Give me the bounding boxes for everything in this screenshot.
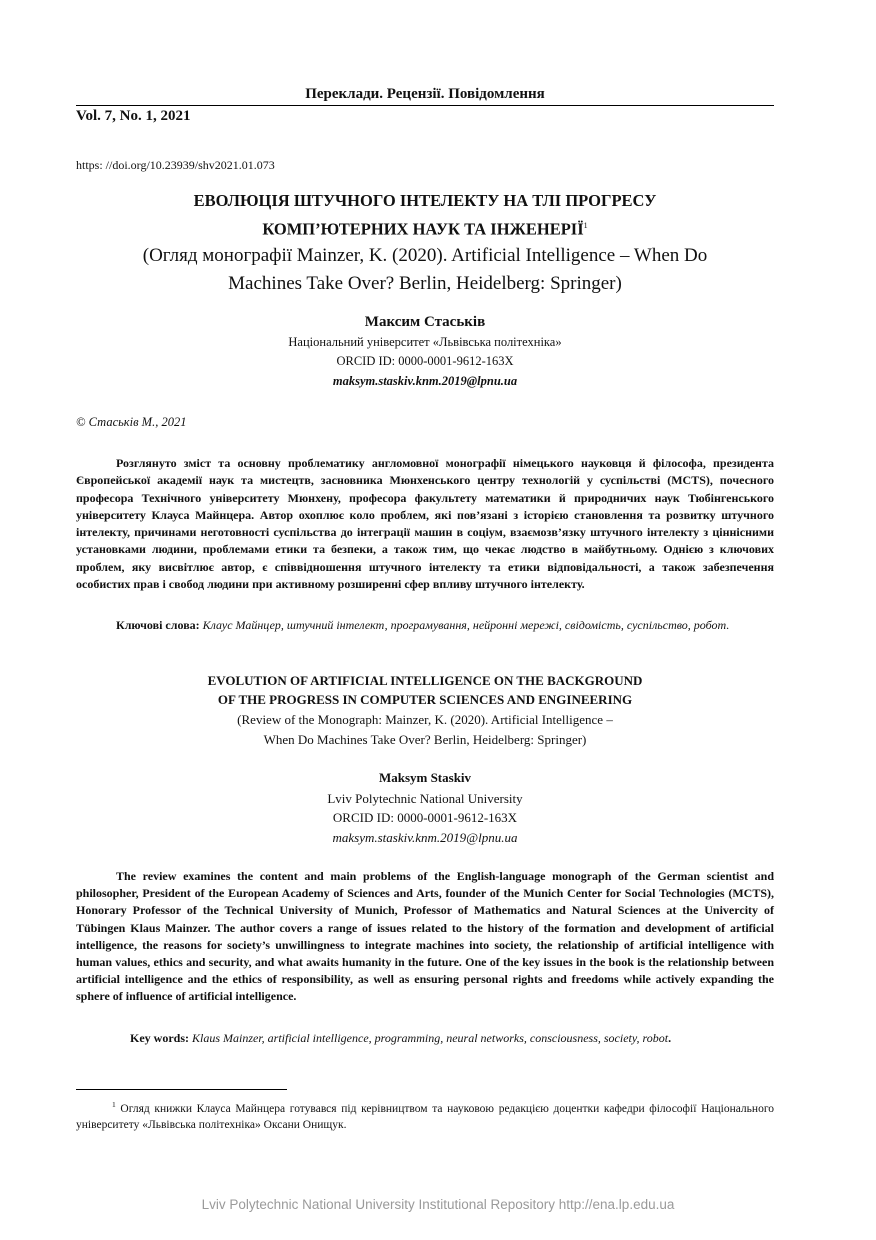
author-name-en: Maksym Staskiv: [378, 770, 472, 785]
footnote: [76, 1097, 774, 1133]
volume-issue: Vol. 7, No. 1, 2021: [76, 108, 191, 124]
footnote-divider: [76, 1089, 287, 1090]
footnote-mark: 1: [112, 1100, 116, 1109]
title-ukrainian: [76, 188, 774, 242]
header-divider: [76, 105, 774, 106]
affiliation-en: Lviv Polytechnic National University: [327, 791, 523, 806]
keywords-english: [76, 1030, 774, 1047]
email-en[interactable]: maksym.staskiv.knm.2019@lpnu.ua: [332, 830, 518, 845]
keywords-ua-text: Клаус Майнцер, штучний інтелект, програмування, нейронні мережі, свідомість, суспільство, робот.: [202, 618, 730, 632]
footnote-reference[interactable]: 1: [583, 221, 588, 230]
subtitle-en-line2: When Do Machines Take Over? Berlin, Heidelberg: Springer): [263, 731, 587, 747]
author-name-ua: Максим Стаськів: [364, 314, 486, 330]
abstract-ua-text: Розглянуто зміст та основну проблематику англомовної монографії німецького науковця й філософа, президента Європейської академії наук та мистецтв, засновника Мюнхенського центру технологій у суспільстві (MCTS), почесного професора Технічного університету Мюнхену, професора факультету математики й природничих наук Тюбінгенського університету Клауса Майнцера. Автор охоплює коло проблем, які пов’язані з історією становлення та розвитку штучного інтелекту, причинами неготовності суспільства до інтеграції машин в соціум, взаємозв’язку штучного інтелекту з ціннісними установками людини, проблемами етики та безпеки, а також тим, що чекає людство в майбутньому. Однією з ключових проблем, яку висвітлює автор, є співвідношення штучного інтелекту та етики відповідальності, а також забезпечення особистих прав і свобод людини при активному розширенні сфер впливу штучного інтелекту.: [76, 456, 774, 592]
subtitle-en-line1: (Review of the Monograph: Mainzer, K. (2020). Artificial Intelligence –: [237, 712, 613, 727]
keywords-ukrainian: [76, 617, 774, 634]
title-en-line2: OF THE PROGRESS IN COMPUTER SCIENCES AND ENGINEERING: [217, 692, 633, 707]
repository-watermark: Lviv Polytechnic National University Institutional Repository http://ena.lp.edu.ua: [201, 1197, 675, 1212]
subtitle-english: [76, 710, 774, 749]
title-ua-line2: КОМП’ЮТЕРНИХ НАУК ТА ІНЖЕНЕРІЇ$^1$: [262, 219, 588, 239]
title-ua-line1: ЕВОЛЮЦІЯ ШТУЧНОГО ІНТЕЛЕКТУ НА ТЛІ ПРОГРЕСУ: [193, 191, 657, 210]
title-en-line1: EVOLUTION OF ARTIFICIAL INTELLIGENCE ON THE BACKGROUND: [207, 673, 643, 688]
keywords-en-text: Klaus Mainzer, artificial intelligence, programming, neural networks, consciousness, society, robot: [192, 1031, 669, 1045]
journal-section-header: Переклади. Рецензії. Повідомлення: [305, 86, 545, 102]
affiliation-ua: Національний університет «Львівська політехніка»: [288, 335, 562, 349]
orcid-en: ORCID ID: 0000-0001-9612-163X: [332, 810, 518, 825]
keywords-ua-label: Ключові слова:: [116, 618, 200, 632]
title-english: [76, 671, 774, 709]
subtitle-ukrainian: [76, 242, 774, 298]
email-ua[interactable]: maksym.staskiv.knm.2019@lpnu.ua: [332, 374, 518, 388]
subtitle-ua-line1: (Огляд монографії Mainzer, K. (2020). Artificial Intelligence – When Do: [142, 245, 708, 266]
keywords-en-period: .: [668, 1031, 672, 1045]
subtitle-ua-line2: Machines Take Over? Berlin, Heidelberg: Springer): [228, 273, 622, 294]
abstract-english: [76, 868, 774, 1006]
abstract-en-text: The review examines the content and main problems of the English-language monograph of the German scientist and philosopher, President of the European Academy of Sciences and Arts, founder of the Munich Center for Social Technologies (MCTS), Honorary Professor of the Technical University of Munich, Professor of Mathematics and Natural Sciences at the Univercity of Tübingen Klaus Mainzer. The author covers a range of issues related to the history of the formation and development of artificial intelligence, the reasons for society’s unwillingness to integrate machines into society, the relationship of artificial intelligence with human values, ethics and security, and what awaits humanity in the future. One of the key issues in the book is the relationship between artificial intelligence and the ethics of responsibility, as well as ensuring personal rights and freedoms while actively expanding the sphere of influence of artificial intelligence.: [76, 869, 774, 1004]
footnote-text: Огляд книжки Клауса Майнцера готувався під керівництвом та науковою редакцією доцентки кафедри філософії Національного університету «Львівська політехніка» Оксани Онищук.: [76, 1102, 775, 1131]
keywords-en-label: Key words:: [130, 1031, 189, 1045]
doi-link[interactable]: https: //doi.org/10.23939/shv2021.01.073: [76, 158, 275, 172]
orcid-ua: ORCID ID: 0000-0001-9612-163X: [336, 354, 514, 368]
copyright-notice: © Стаськів М., 2021: [76, 415, 187, 429]
abstract-ukrainian: [76, 455, 774, 593]
